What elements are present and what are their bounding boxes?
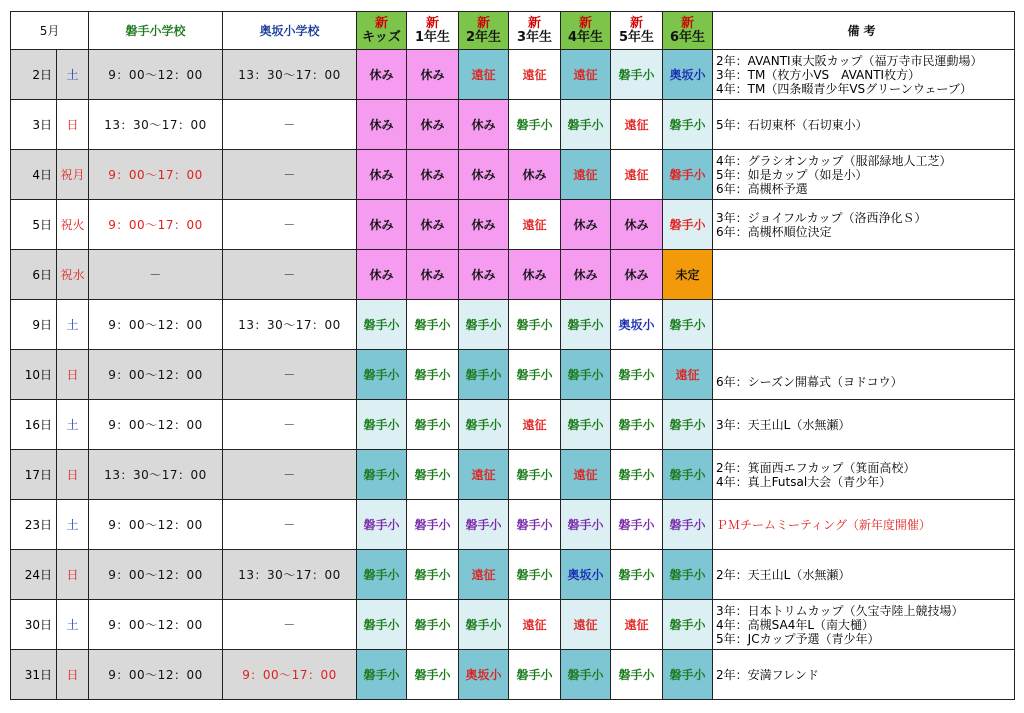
grade-cell-kids: 休み [357,100,407,150]
schedule-row [11,450,1015,500]
grade-cell-2: 休み [459,150,509,200]
note-line: 2年：AVANTI東大阪カップ（福万寺市民運動場） [716,53,983,68]
notes-cell [713,350,1015,400]
schedule-row [11,250,1015,300]
iwate-time-cell: 9：00～12：00 [89,400,223,450]
schedule-row [11,50,1015,100]
okusaka-time-cell: 13：30～17：00 [223,300,357,350]
grade-cell-1: 磐手小 [407,600,459,650]
grade-cell-4: 遠征 [561,50,611,100]
okusaka-time-cell: － [223,450,357,500]
grade-cell-1: 休み [407,50,459,100]
iwate-time-cell: － [89,250,223,300]
day-cell: 10日 [11,350,57,400]
grade-cell-6: 磐手小 [663,400,713,450]
note-line: 4年：真上Futsal大会（青少年） [716,474,892,489]
iwate-time-cell: 9：00～17：00 [89,150,223,200]
iwate-time-cell: 9：00～12：00 [89,550,223,600]
note-line: 3年：日本トリムカップ（久宝寺陸上競技場） [716,603,964,618]
grade-cell-5: 磐手小 [611,500,663,550]
grade-cell-4: 磐手小 [561,400,611,450]
notes-cell [713,250,1015,300]
schedule-row [11,350,1015,400]
okusaka-time-cell: － [223,150,357,200]
grade-cell-2: 磐手小 [459,350,509,400]
okusaka-time-cell: － [223,500,357,550]
note-line: 6年：高槻杯順位決定 [716,224,832,239]
weekday-cell: 土 [57,400,89,450]
grade-cell-4: 磐手小 [561,100,611,150]
weekday-cell: 土 [57,600,89,650]
day-cell: 16日 [11,400,57,450]
notes-cell [713,50,1015,100]
okusaka-time-cell: 9：00～17：00 [223,650,357,700]
grade-cell-1: 休み [407,200,459,250]
header-row [11,12,1015,50]
grade-cell-6: 磐手小 [663,650,713,700]
grade-cell-3: 磐手小 [509,450,561,500]
grade-cell-5: 磐手小 [611,50,663,100]
grade-cell-kids: 休み [357,250,407,300]
grade-cell-kids: 磐手小 [357,500,407,550]
grade-cell-kids: 磐手小 [357,600,407,650]
day-cell: 31日 [11,650,57,700]
grade-cell-1: 磐手小 [407,500,459,550]
day-cell: 9日 [11,300,57,350]
grade-cell-3: 磐手小 [509,350,561,400]
month-header: 5月 [11,12,89,50]
grade-cell-5: 遠征 [611,100,663,150]
weekday-cell: 日 [57,350,89,400]
notes-cell [713,500,1015,550]
grade-cell-2: 遠征 [459,550,509,600]
grade-cell-4: 奥坂小 [561,550,611,600]
okusaka-time-cell: － [223,400,357,450]
grade-cell-5: 磐手小 [611,450,663,500]
grade-cell-5: 休み [611,200,663,250]
grade-header-kids: 新 キッズ [357,12,407,50]
grade-cell-3: 遠征 [509,600,561,650]
okusaka-time-cell: － [223,200,357,250]
okusaka-time-cell: － [223,600,357,650]
grade-cell-3: 遠征 [509,50,561,100]
grade-cell-3: 遠征 [509,200,561,250]
grade-cell-3: 磐手小 [509,550,561,600]
grade-cell-3: 遠征 [509,400,561,450]
grade-cell-5: 遠征 [611,150,663,200]
grade-cell-6: 奥坂小 [663,50,713,100]
day-cell: 30日 [11,600,57,650]
grade-cell-3: 休み [509,150,561,200]
grade-cell-6: 磐手小 [663,100,713,150]
grade-cell-2: 休み [459,200,509,250]
iwate-time-cell: 13：30～17：00 [89,450,223,500]
grade-cell-1: 磐手小 [407,350,459,400]
note-line: 5年：JCカップ予選（青少年） [716,631,880,646]
schedule-row [11,400,1015,450]
grade-header-4: 新 4年生 [561,12,611,50]
grade-cell-3: 磐手小 [509,500,561,550]
day-cell: 23日 [11,500,57,550]
notes-cell [713,450,1015,500]
iwate-time-cell: 9：00～12：00 [89,350,223,400]
grade-cell-5: 磐手小 [611,550,663,600]
note-line: 3年：ジョイフルカップ（洛西浄化Ｓ） [716,210,927,225]
iwate-time-cell: 13：30～17：00 [89,100,223,150]
schedule-row [11,550,1015,600]
note-line [716,361,1014,375]
grade-cell-4: 磐手小 [561,650,611,700]
grade-cell-4: 遠征 [561,150,611,200]
grade-header-3: 新 3年生 [509,12,561,50]
grade-cell-2: 遠征 [459,50,509,100]
grade-cell-1: 磐手小 [407,400,459,450]
note-line: 3年：TM（枚方小VS AVANTI枚方） [716,67,921,82]
grade-cell-2: 磐手小 [459,300,509,350]
schedule-row [11,600,1015,650]
grade-cell-kids: 磐手小 [357,550,407,600]
grade-header-6: 新 6年生 [663,12,713,50]
notes-cell [713,300,1015,350]
okusaka-school-header: 奥坂小学校 [223,12,357,50]
iwate-time-cell: 9：00～12：00 [89,50,223,100]
grade-cell-1: 休み [407,250,459,300]
notes-cell [713,550,1015,600]
grade-cell-kids: 磐手小 [357,350,407,400]
okusaka-time-cell: 13：30～17：00 [223,550,357,600]
notes-header: 備考 [713,12,1015,50]
grade-header-5: 新 5年生 [611,12,663,50]
grade-cell-6: 磐手小 [663,550,713,600]
day-cell: 4日 [11,150,57,200]
grade-header-1: 新 1年生 [407,12,459,50]
grade-cell-1: 磐手小 [407,300,459,350]
grade-cell-6: 磐手小 [663,200,713,250]
weekday-cell: 土 [57,300,89,350]
notes-cell [713,650,1015,700]
grade-cell-kids: 磐手小 [357,400,407,450]
iwate-time-cell: 9：00～17：00 [89,200,223,250]
grade-cell-4: 遠征 [561,450,611,500]
iwate-time-cell: 9：00～12：00 [89,600,223,650]
day-cell: 17日 [11,450,57,500]
grade-cell-5: 奥坂小 [611,300,663,350]
grade-cell-2: 奥坂小 [459,650,509,700]
grade-cell-4: 休み [561,200,611,250]
day-cell: 24日 [11,550,57,600]
okusaka-time-cell: － [223,250,357,300]
grade-cell-1: 磐手小 [407,450,459,500]
note-line: 4年：TM（四条畷青少年VSグリーンウェーブ） [716,81,972,96]
grade-cell-kids: 休み [357,200,407,250]
day-cell: 6日 [11,250,57,300]
grade-cell-5: 磐手小 [611,650,663,700]
day-cell: 3日 [11,100,57,150]
schedule-row [11,500,1015,550]
grade-cell-6: 磐手小 [663,600,713,650]
grade-cell-4: 磐手小 [561,350,611,400]
grade-cell-2: 磐手小 [459,400,509,450]
iwate-time-cell: 9：00～12：00 [89,650,223,700]
day-cell: 5日 [11,200,57,250]
okusaka-time-cell: － [223,350,357,400]
grade-cell-3: 磐手小 [509,300,561,350]
note-line: 2年：箕面西エフカップ（箕面高校） [716,460,916,475]
note-line: 5年：石切東杯（石切東小） [716,117,868,132]
schedule-row [11,100,1015,150]
weekday-cell: 祝水 [57,250,89,300]
grade-cell-5: 磐手小 [611,400,663,450]
okusaka-time-cell: 13：30～17：00 [223,50,357,100]
grade-cell-1: 磐手小 [407,650,459,700]
weekday-cell: 日 [57,650,89,700]
grade-cell-5: 休み [611,250,663,300]
grade-cell-3: 休み [509,250,561,300]
grade-cell-kids: 磐手小 [357,300,407,350]
grade-cell-5: 磐手小 [611,350,663,400]
weekday-cell: 日 [57,100,89,150]
grade-cell-5: 遠征 [611,600,663,650]
day-cell: 2日 [11,50,57,100]
schedule-row [11,150,1015,200]
grade-cell-kids: 休み [357,50,407,100]
grade-cell-6: 遠征 [663,350,713,400]
note-line: 5年：如是カップ（如是小） [716,167,868,182]
note-line: 3年：天王山L（水無瀬） [716,417,851,432]
okusaka-time-cell: － [223,100,357,150]
grade-cell-kids: 休み [357,150,407,200]
iwate-school-header: 磐手小学校 [89,12,223,50]
weekday-cell: 祝火 [57,200,89,250]
grade-cell-2: 休み [459,100,509,150]
grade-cell-6: 磐手小 [663,450,713,500]
grade-cell-2: 磐手小 [459,500,509,550]
grade-cell-2: 休み [459,250,509,300]
weekday-cell: 日 [57,450,89,500]
weekday-cell: 祝月 [57,150,89,200]
note-line: 6年：シーズン開幕式（ヨドコウ） [716,374,903,389]
notes-cell [713,600,1015,650]
grade-cell-3: 磐手小 [509,100,561,150]
grade-cell-kids: 磐手小 [357,650,407,700]
grade-cell-4: 磐手小 [561,500,611,550]
grade-cell-2: 磐手小 [459,600,509,650]
schedule-table [10,11,1015,700]
notes-cell [713,200,1015,250]
note-line: 6年：高槻杯予選 [716,181,808,196]
grade-cell-4: 磐手小 [561,300,611,350]
note-line: 4年：グラシオンカップ（服部緑地人工芝） [716,153,952,168]
grade-cell-1: 休み [407,150,459,200]
grade-cell-kids: 磐手小 [357,450,407,500]
schedule-row [11,650,1015,700]
iwate-time-cell: 9：00～12：00 [89,300,223,350]
notes-cell [713,100,1015,150]
grade-cell-4: 遠征 [561,600,611,650]
grade-header-2: 新 2年生 [459,12,509,50]
iwate-time-cell: 9：00～12：00 [89,500,223,550]
schedule-row [11,300,1015,350]
grade-cell-1: 磐手小 [407,550,459,600]
weekday-cell: 土 [57,50,89,100]
grade-cell-2: 遠征 [459,450,509,500]
note-line: 2年：天王山L（水無瀬） [716,567,851,582]
grade-cell-3: 磐手小 [509,650,561,700]
grade-cell-6: 磐手小 [663,300,713,350]
notes-cell [713,150,1015,200]
grade-cell-1: 休み [407,100,459,150]
weekday-cell: 土 [57,500,89,550]
note-line: ＰＭチームミーティング（新年度開催） [716,517,931,532]
notes-cell [713,400,1015,450]
weekday-cell: 日 [57,550,89,600]
grade-cell-6: 磐手小 [663,150,713,200]
grade-cell-6: 磐手小 [663,500,713,550]
grade-cell-4: 休み [561,250,611,300]
note-line: 2年：安満フレンド [716,667,819,682]
schedule-row [11,200,1015,250]
grade-cell-6: 未定 [663,250,713,300]
note-line: 4年：高槻SA4年L（南大樋） [716,617,875,632]
